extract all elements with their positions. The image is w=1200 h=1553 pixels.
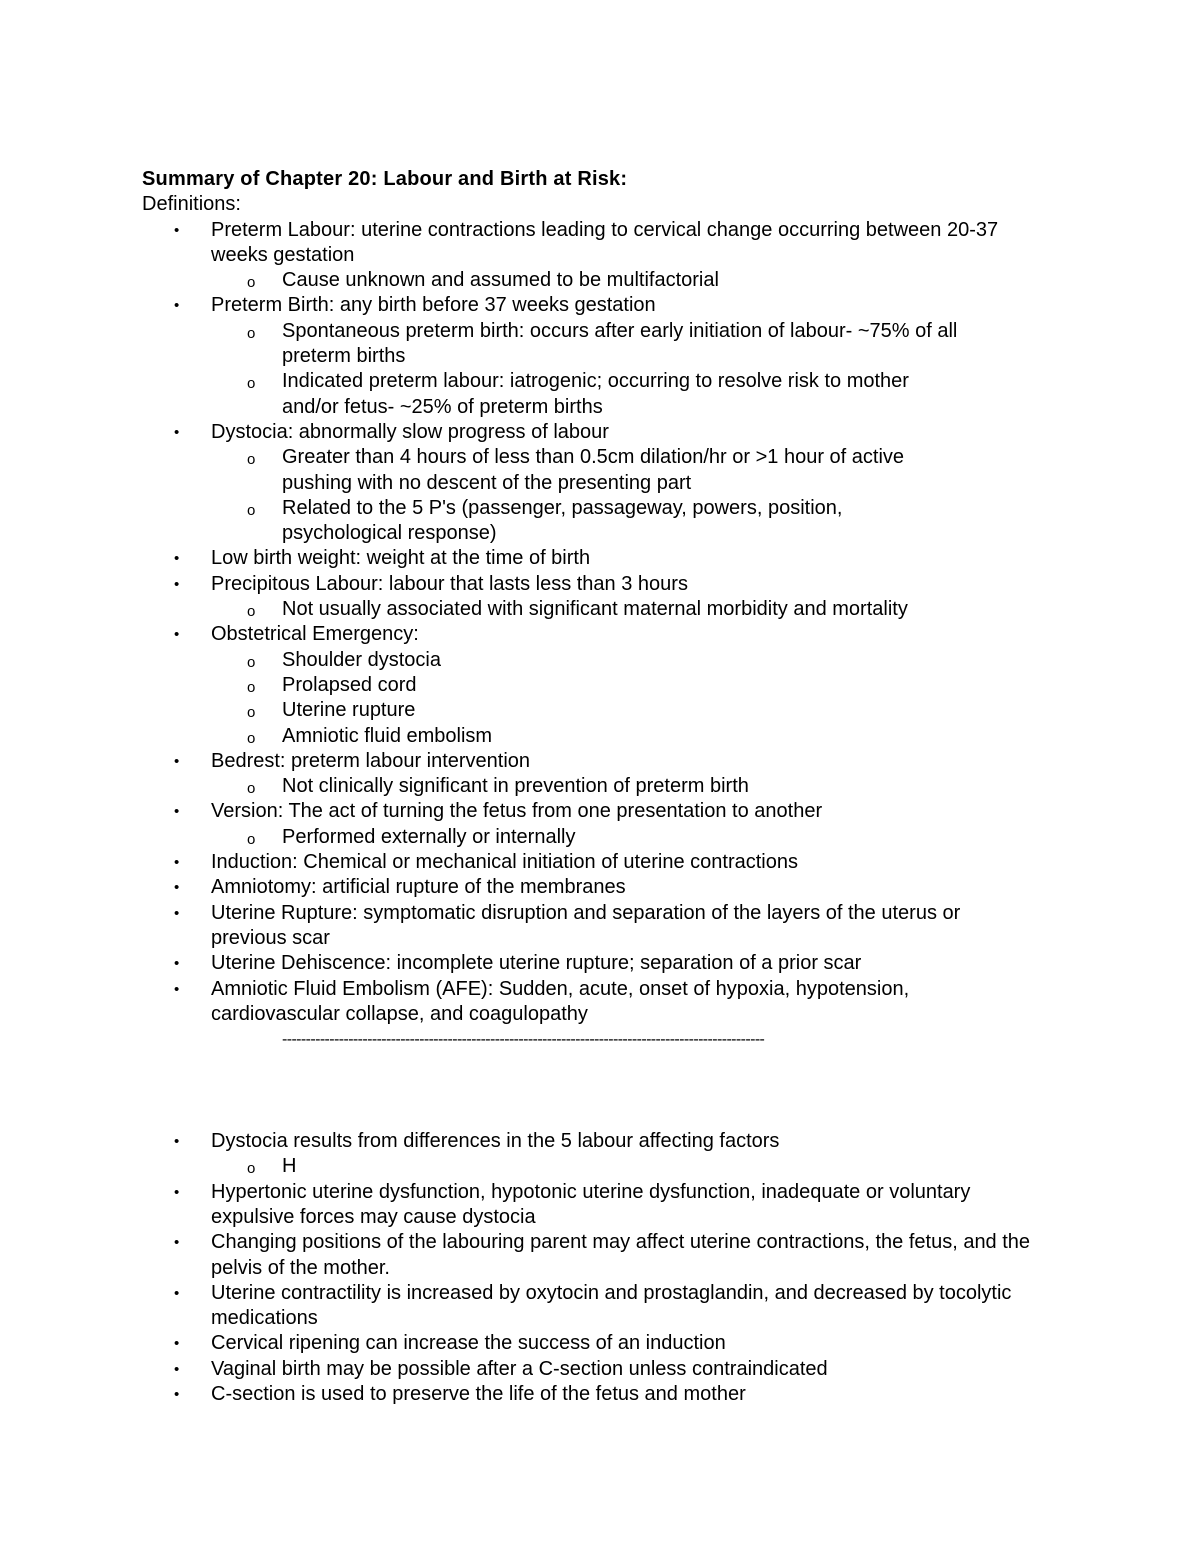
bullet-icon: •	[174, 626, 180, 644]
sub-list-item-text: Not usually associated with significant maternal morbidity and mortality	[282, 598, 908, 621]
list-item-text: Vaginal birth may be possible after a C-section unless contraindicated	[211, 1357, 828, 1380]
sub-list-item-text: Not clinically significant in prevention of preterm birth	[282, 775, 749, 798]
list-item-text: Cervical ripening can increase the success of an induction	[211, 1332, 726, 1355]
list-item-text: Version: The act of turning the fetus from one presentation to another	[211, 800, 823, 823]
bullet-icon: •	[174, 1183, 180, 1201]
list-item	[142, 799, 1037, 850]
sub-list-item	[211, 268, 966, 293]
list-item	[142, 1357, 1037, 1382]
blank-space	[142, 1053, 1062, 1129]
bullet-icon: •	[174, 575, 180, 593]
sub-list-item-text: Amniotic fluid embolism	[282, 724, 493, 747]
bullet-icon: •	[174, 221, 180, 239]
list-item-text: Dystocia: abnormally slow progress of labour	[211, 420, 609, 443]
sub-list-item-text: Uterine rupture	[282, 699, 416, 722]
list-item-text: Obstetrical Emergency:	[211, 623, 419, 646]
sub-bullet-icon: o	[247, 704, 256, 722]
list-item-text: Uterine Rupture: symptomatic disruption and separation of the layers of the uterus or previous scar	[211, 901, 961, 949]
bullet-icon: •	[174, 879, 180, 897]
sub-bullet-icon: o	[247, 830, 256, 848]
bullet-icon: •	[174, 1234, 180, 1252]
list-item	[142, 1129, 1037, 1180]
list-item-text: Uterine contractility is increased by oxytocin and prostaglandin, and decreased by tocolytic medications	[211, 1281, 1012, 1330]
list-item-text: Dystocia results from differences in the 5 labour affecting factors	[211, 1130, 780, 1153]
sub-list-item	[211, 1154, 966, 1179]
list-item	[142, 218, 1037, 294]
list-item	[142, 749, 1037, 800]
sub-bullet-icon: o	[247, 324, 256, 342]
list-item	[142, 622, 1037, 748]
sub-list-item	[211, 597, 966, 622]
bullet-icon: •	[174, 904, 180, 922]
bullet-icon: •	[174, 854, 180, 872]
bullet-icon: •	[174, 1386, 180, 1404]
list-item	[142, 572, 1037, 623]
sub-list-item-text: Cause unknown and assumed to be multifactorial	[282, 269, 719, 292]
definitions-list	[142, 218, 1062, 1028]
sub-list	[211, 268, 1037, 293]
sub-list-item-text: Prolapsed cord	[282, 673, 417, 696]
sub-list-item	[211, 369, 966, 420]
sub-bullet-icon: o	[247, 678, 256, 696]
sub-list	[211, 648, 1037, 749]
list-item-text: Amniotic Fluid Embolism (AFE): Sudden, acute, onset of hypoxia, hypotension, cardiovascular collapse, and coagulopathy	[211, 977, 910, 1025]
sub-bullet-icon: o	[247, 501, 256, 519]
bullet-icon: •	[174, 1335, 180, 1353]
sub-list	[211, 825, 1037, 850]
bullet-icon: •	[174, 980, 180, 998]
sub-list-item-text: H	[282, 1155, 297, 1178]
sub-list-item	[211, 496, 966, 547]
bullet-icon: •	[174, 955, 180, 973]
list-item	[142, 951, 1037, 976]
list-item	[142, 875, 1037, 900]
list-item	[142, 1281, 1037, 1332]
sub-list-item	[211, 648, 966, 673]
sub-list-item	[211, 724, 966, 749]
bullet-icon: •	[174, 1133, 180, 1151]
sub-list-item	[211, 445, 966, 496]
list-item	[142, 546, 1037, 571]
sub-list-item	[211, 825, 966, 850]
section-divider: ------------------------------------------------------------------------------------------------------	[282, 1031, 765, 1049]
sub-list	[211, 774, 1037, 799]
list-item-text: Low birth weight: weight at the time of birth	[211, 547, 591, 570]
list-item-text: Uterine Dehiscence: incomplete uterine rupture; separation of a prior scar	[211, 952, 862, 975]
list-item-text: C-section is used to preserve the life of the fetus and mother	[211, 1383, 746, 1406]
list-item-text: Amniotomy: artificial rupture of the membranes	[211, 876, 626, 899]
list-item-text: Preterm Labour: uterine contractions leading to cervical change occurring between 20-37 weeks gestation	[211, 218, 999, 266]
bullet-icon: •	[174, 550, 180, 568]
bullet-icon: •	[174, 423, 180, 441]
list-item	[142, 1230, 1037, 1281]
bullet-icon: •	[174, 1360, 180, 1378]
list-item	[142, 420, 1037, 546]
definitions-heading: Definitions:	[142, 193, 241, 216]
list-item	[142, 293, 1037, 419]
list-item-text: Bedrest: preterm labour intervention	[211, 749, 531, 772]
list-item	[142, 1382, 1037, 1407]
sub-bullet-icon: o	[247, 653, 256, 671]
bullet-icon: •	[174, 1284, 180, 1302]
list-item-text: Changing positions of the labouring parent may affect uterine contractions, the fetus, and the pelvis of the mother.	[211, 1231, 1031, 1279]
sub-bullet-icon: o	[247, 375, 256, 393]
sub-list-item-text: Greater than 4 hours of less than 0.5cm dilation/hr or >1 hour of active pushing with no descent of the presenting part	[282, 446, 905, 494]
sub-list-item	[211, 698, 966, 723]
list-item	[142, 1331, 1037, 1356]
page-title: Summary of Chapter 20: Labour and Birth at Risk:	[142, 168, 628, 190]
list-item	[142, 901, 1037, 952]
sub-bullet-icon: o	[247, 274, 256, 292]
sub-list-item-text: Spontaneous preterm birth: occurs after early initiation of labour- ~75% of all preterm births	[282, 319, 958, 368]
sub-list-item	[211, 774, 966, 799]
list-item-text: Preterm Birth: any birth before 37 weeks gestation	[211, 294, 656, 317]
sub-list	[211, 445, 1037, 546]
summary-points-list	[142, 1129, 1062, 1407]
list-item	[142, 1180, 1037, 1231]
sub-list	[211, 1154, 1037, 1179]
list-item	[142, 977, 1037, 1028]
sub-bullet-icon: o	[247, 603, 256, 621]
bullet-icon: •	[174, 803, 180, 821]
sub-list-item-text: Performed externally or internally	[282, 825, 576, 848]
list-item-text: Precipitous Labour: labour that lasts less than 3 hours	[211, 572, 688, 595]
list-item	[142, 850, 1037, 875]
bullet-icon: •	[174, 297, 180, 315]
sub-bullet-icon: o	[247, 1160, 256, 1178]
sub-list-item-text: Related to the 5 P's (passenger, passageway, powers, position, psychological response)	[282, 496, 843, 545]
sub-list	[211, 319, 1037, 420]
sub-bullet-icon: o	[247, 451, 256, 469]
sub-list-item-text: Shoulder dystocia	[282, 648, 441, 671]
sub-list-item	[211, 319, 966, 370]
list-item-text: Induction: Chemical or mechanical initiation of uterine contractions	[211, 851, 798, 874]
document-body	[142, 167, 1062, 1407]
bullet-icon: •	[174, 752, 180, 770]
sub-bullet-icon: o	[247, 780, 256, 798]
sub-list-item	[211, 673, 966, 698]
list-item-text: Hypertonic uterine dysfunction, hypotonic uterine dysfunction, inadequate or voluntary expulsive forces may cause dystocia	[211, 1180, 971, 1228]
sub-list	[211, 597, 1037, 622]
sub-bullet-icon: o	[247, 729, 256, 747]
sub-list-item-text: Indicated preterm labour: iatrogenic; occurring to resolve risk to mother and/or fetus- ~25% of preterm births	[282, 370, 909, 418]
